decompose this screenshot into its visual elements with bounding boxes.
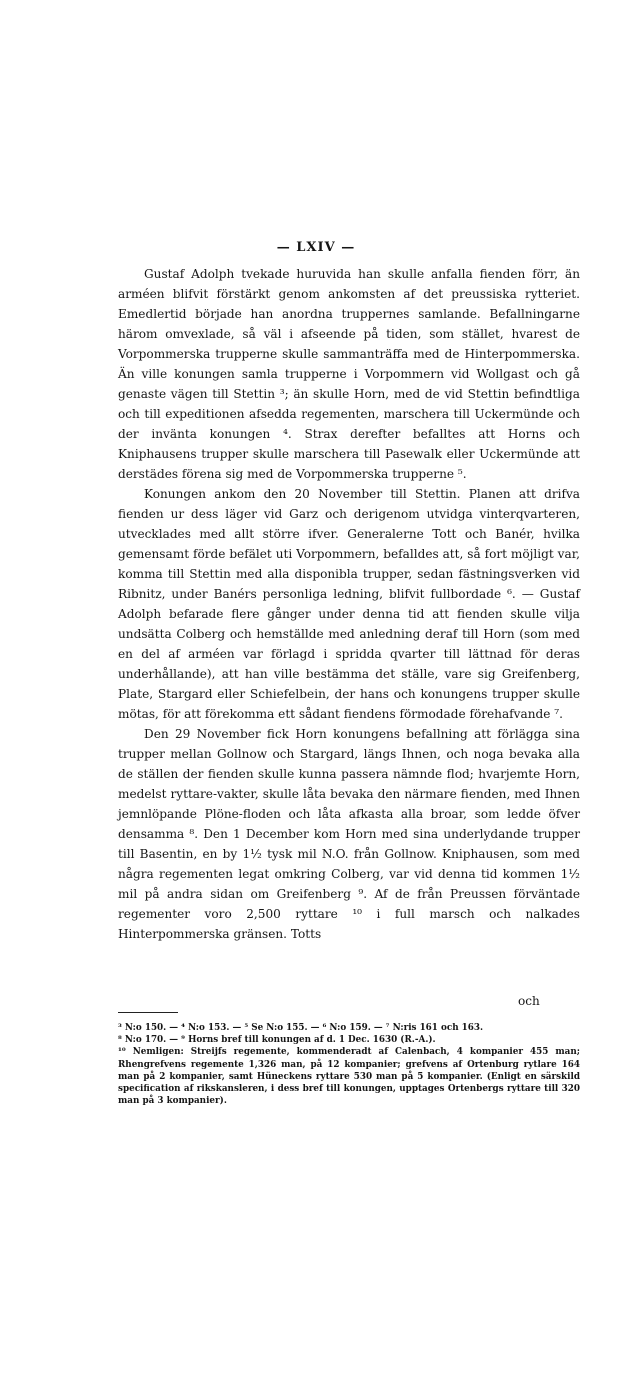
page-header: — LXIV —	[276, 240, 356, 255]
footnote-line: ⁸ N:o 170. — ⁹ Horns bref till konungen af d. 1 Dec. 1630 (R.-A.).	[118, 1035, 436, 1046]
footnote-divider	[118, 1012, 178, 1013]
paragraph: Gustaf Adolph tvekade huruvida han skulle anfalla fienden förr, än arméen blifvit förstärkt genom ankomsten af det preussiska rytteriet. Emedlertid började han anordna truppernes samlande. Befallningarne härom omvexlade, så väl i afseende på tiden, som stället, hvarest de Vorpommerska trupperne skulle sammanträffa med de Hinterpommerska. Än ville konungen samla trupperne i Vorpommern vid Wollgast och gå genaste vägen till Stettin ³; än skulle Horn, med de vid Stettin befindtliga och till expeditionen afsedda regementen, marschera till Uckermünde och der invänta konungen ⁴. Strax derefter befalltes att Horns och Kniphausens trupper skulle marschera till Pasewalk eller Uckermünde att derstädes förena sig med de Vorpommerska trupperne ⁵.	[118, 267, 580, 481]
catchword: och	[518, 994, 540, 1008]
body-text	[118, 264, 580, 944]
paragraph: Den 29 November fick Horn konungens befallning att förlägga sina trupper mellan Gollnow och Stargard, längs Ihnen, och noga bevaka alla de ställen der fienden skulle kunna passera nämnde flod; hvarjemte Horn, medelst ryttare-vakter, skulle låta bevaka den närmare fienden, med Ihnen jemnlöpande Plöne-floden och låta afkasta alla broar, som ledde öfver densamma ⁸. Den 1 December kom Horn med sina underlydande trupper till Basentin, en by 1½ tysk mil N.O. från Gollnow. Kniphausen, som med några regementen legat omkring Colberg, var vid denna tid kommen 1½ mil på andra sidan om Greifenberg ⁹. Af de från Preussen förväntade regementer voro 2,500 ryttare ¹⁰ i full marsch och nalkades Hinterpommerska gränsen. Totts	[118, 727, 580, 941]
footnote-line: ³ N:o 150. — ⁴ N:o 153. — ⁵ Se N:o 155. — ⁶ N:o 159. — ⁷ N:ris 161 och 163.	[118, 1023, 484, 1033]
footnote-10: ¹⁰ Nemligen: Streijfs regemente, kommenderadt af Calenbach, 4 kompanier 455 man; Rhengrefvens regemente 1,326 man, på 12 kompanier; grefvens af Ortenburg rytlare 164 man på 2 kompanier, samt Hüneckens ryttare 530 man på 5 kompanier. (Enligt en särskild specification af rikskansleren, i dess bref till konungen, upptages Ortenbergs ryttare till 320 man på 3 kompanier).	[118, 1047, 580, 1107]
paragraph: Konungen ankom den 20 November till Stettin. Planen att drifva fienden ur dess läger vid Garz och derigenom utvidga vinterqvarteren, utvecklades med allt större ifver. Generalerne Tott och Banér, hvilka gemensamt förde befälet uti Vorpommern, befalldes att, så fort möjligt var, komma till Stettin med alla disponibla trupper, sedan fästningsverken vid Ribnitz, under Banérs personliga ledning, blifvit fullbordade ⁶. — Gustaf Adolph befarade flere gånger under denna tid att fienden skulle vilja undsätta Colberg och hemställde med anledning deraf till Horn (som med en del af arméen var förlagd i spridda qvarter till lättnad för deras underhållande), att han ville bestämma det ställe, vare sig Greifenberg, Plate, Stargard eller Schiefelbein, der hans och konungens trupper skulle mötas, för att förekomma ett sådant fiendens förmodade förehafvande ⁷.	[118, 487, 580, 721]
footnotes	[118, 1022, 580, 1107]
